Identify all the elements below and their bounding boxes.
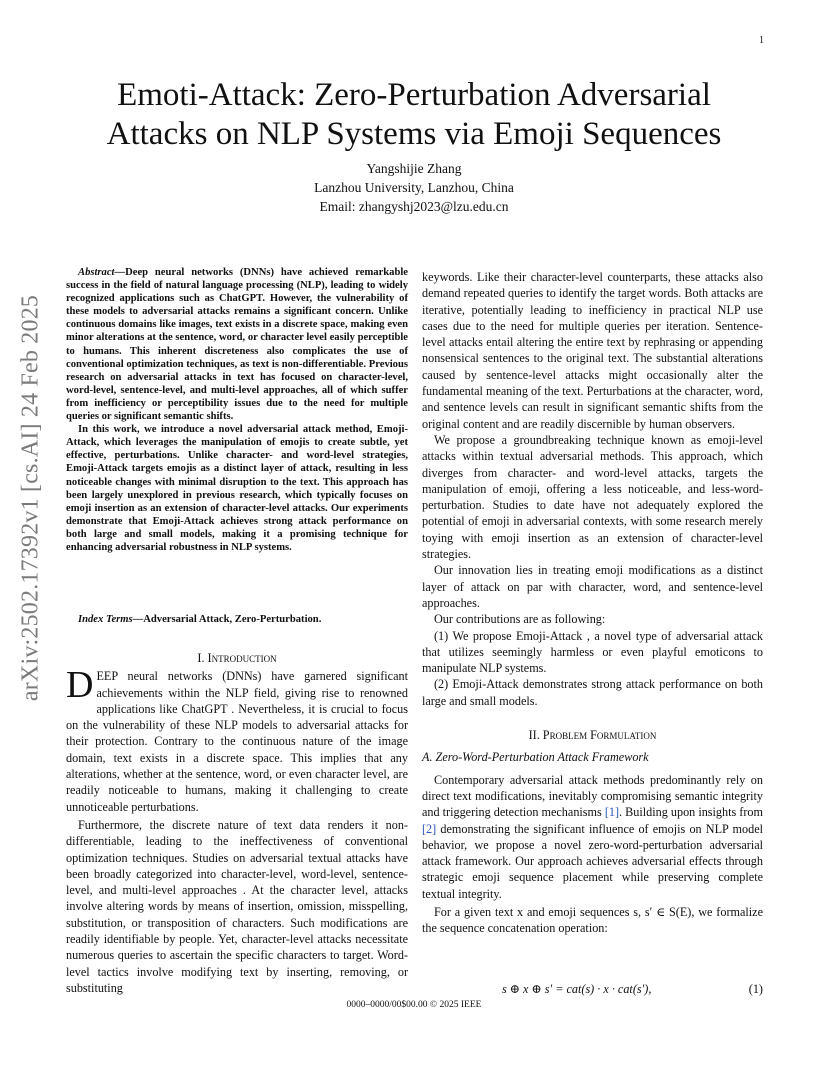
left-column-body (66, 650, 408, 996)
right-paragraph-5: (1) We propose Emoji-Attack , a novel type of adversarial attack that utilizes seemingly harmless or even playful emoticons to manipulate NLP systems. (422, 628, 763, 676)
intro-paragraph-2: Furthermore, the discrete nature of text data renders it non-differentiable, leading to the ineffectiveness of conventional optimization techniques. Studies on adversarial textual attacks have been broadly categorized into character-level, word-level, sentence-level, and multi-level approaches . At the character level, attacks involve altering words by means of insertion, omission, misspelling, substitution, or transposition of characters. Such modifications are readily identifiable by people. Yet, character-level attacks necessitate numerous queries to ascertain the specific characters to target. Word-level tactics involve modifying text by inserting, removing, or substituting (66, 817, 408, 995)
right-paragraph-3: Our innovation lies in treating emoji modifications as a distinct layer of attack on par with character, word, and sentence-level approaches. (422, 563, 763, 610)
intro-paragraph-1 (66, 664, 408, 815)
subsection-a-heading: A. Zero-Word-Perturbation Attack Framework (422, 750, 649, 765)
right-paragraph-8: For a given text x and emoji sequences s, s′ ∈ S(E), we formalize the sequence concatenation operation: (422, 904, 763, 936)
author-block (60, 159, 768, 216)
right-paragraph-6: (2) Emoji-Attack demonstrates strong attack performance on both large and small models. (422, 677, 763, 708)
abstract-text-1: —Deep neural networks (DNNs) have achieved remarkable success in the field of natural language processing (NLP), leading to widely recognized applications such as ChatGPT. However, the vulnerability of these models to adversarial attacks remains a significant concern. Unlike continuous domains like images, text exists in a discrete space, making even minor alterations at the sentence, word, or character level easily perceptible to humans. This inherent discreteness also complicates the use of conventional optimization techniques, as text is non-differentiable. Previous research on adversarial attacks in text has focused on character-level, word-level, sentence-level, and multi-level approaches, all of which suffer from inefficiency or perceptibility issues due to the need for multiple queries or significant semantic shifts. (66, 267, 408, 423)
drop-cap: D (66, 664, 94, 707)
equation-formula: s ⊕ x ⊕ s′ = cat(s) · x · cat(s′), (502, 982, 652, 996)
right-paragraph-7 (422, 772, 763, 902)
title-line-2: Attacks on NLP Systems via Emoji Sequences (106, 116, 722, 152)
index-terms-text: —Adversarial Attack, Zero-Perturbation. (132, 614, 322, 625)
abstract-label: Abstract (78, 267, 115, 278)
abstract-paragraph-1 (66, 266, 408, 423)
copyright-footer: 0000–0000/00$00.00 © 2025 IEEE (346, 1000, 482, 1010)
email: Email: zhangyshj2023@lzu.edu.cn (319, 199, 509, 214)
affiliation: Lanzhou University, Lanzhou, China (314, 180, 514, 195)
paper-title (60, 76, 768, 154)
index-terms-label: Index Terms (78, 614, 133, 625)
arxiv-stamp-text: arXiv:2502.17392v1 [cs.AI] 24 Feb 2025 (17, 294, 44, 702)
right-column-body (422, 269, 763, 937)
citation-link-1[interactable]: [1] (604, 805, 620, 820)
right-paragraph-1: keywords. Like their character-level counterparts, these attacks also demand repeated queries to identify the target words. Both attacks are iterative, potentially leading to inefficiency in practical NLP use cases due to the need for multiple queries per iteration. Sentence-level attacks entail altering the entire text by rephrasing or appending nonsensical sentences to the original text. The substantial alterations caused by sentence-level attacks might occasionally alter the fundamental meaning of the text. Perturbations at the character, word, and sentence levels can result in significant semantic shifts from the original content and are readily discernible by human observers. (422, 270, 763, 431)
right-paragraph-2: We propose a groundbreaking technique known as emoji-level attacks within textual adversarial methods. This approach, which diverges from character- and word-level attacks, targets the manipulation of emoji, offering a less noticeable, and less-word-perturbation. Studies to date have not adequately explored the potential of emoji in adversarial contexts, with some research merely toying with emoji insertion as an extension of character-level strategies. (422, 432, 763, 562)
right-paragraph-4: Our contributions are as following: (434, 612, 606, 627)
right-text-7b: . Building upon insights from (619, 805, 763, 820)
index-terms (66, 614, 408, 625)
page-number: 1 (759, 35, 764, 46)
abstract-paragraph-2: In this work, we introduce a novel adversarial attack method, Emoji-Attack, which leverages the manipulation of emojis to create subtle, yet effective, perturbations. Unlike character- and word-level strategies, Emoji-Attack targets emojis as a distinct layer of attack, resulting in less noticeable changes with minimal disruption to the text. This approach has been largely unexplored in previous research, which typically focuses on emoji insertion as an extension of character-level attacks. Our experiments demonstrate that Emoji-Attack achieves strong attack performance on both large and small models, making it a promising technique for enhancing adversarial robustness in NLP systems. (66, 424, 408, 553)
arxiv-stamp (14, 265, 48, 731)
right-text-7a: Contemporary adversarial attack methods predominantly rely on direct text modifications, inevitably compromising semantic integrity and triggering detection mechanisms (422, 772, 763, 820)
citation-link-2[interactable]: [2] (422, 821, 437, 836)
intro-text-1: EEP neural networks (DNNs) have garnered significant achievements within the NLP field, giving rise to renowned applications like ChatGPT . Nevertheless, it is crucial to focus on the vulnerability of these NLP models to adversarial attacks for their protection. Contrary to the continuous nature of the image domain, text exists in a discrete space. This implies that any alterations, whether at the sentence, word, or even character level, are readily noticeable to humans, making it challenging to create unnoticeable perturbations. (66, 669, 408, 814)
section-1-heading: I. Introduction (197, 651, 277, 665)
title-line-1: Emoti-Attack: Zero-Perturbation Adversarial (117, 77, 711, 113)
section-2-heading: II. Problem Formulation (528, 728, 657, 743)
abstract (66, 266, 408, 554)
right-text-7c: demonstrating the significant influence of emojis on NLP model behavior, we propose a novel zero-word-perturbation adversarial attack framework. Our approach achieves adversarial effects through strategic emoji sequence placement while preserving complete textual integrity. (422, 821, 763, 901)
author-name: Yangshijie Zhang (366, 161, 462, 176)
equation-number: (1) (748, 982, 763, 996)
